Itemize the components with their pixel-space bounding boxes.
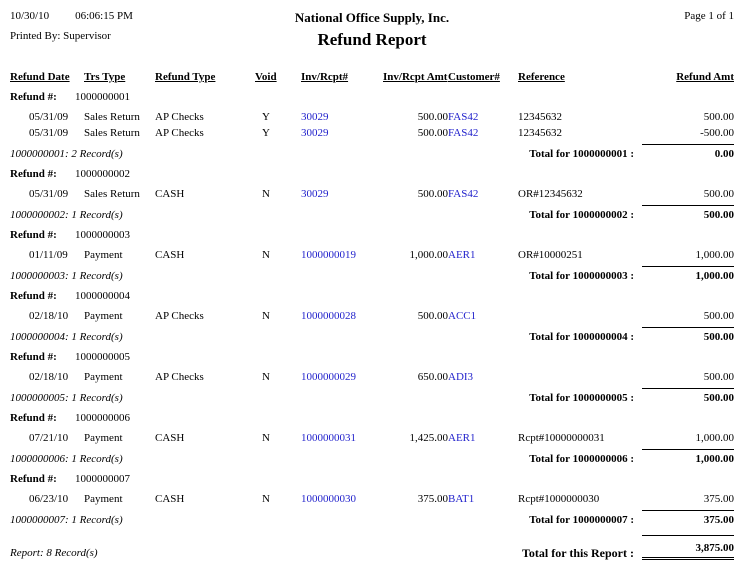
group-total-amount: 500.00 xyxy=(642,205,734,222)
void-cell: N xyxy=(262,188,270,200)
col-header-refund-amt xyxy=(642,70,734,84)
refund-row xyxy=(10,430,734,446)
refund-row xyxy=(10,491,734,507)
group-header xyxy=(10,289,734,303)
refund-number-value: 1000000003 xyxy=(75,229,130,241)
report-footer xyxy=(10,535,734,560)
refund-type-cell: AP Checks xyxy=(155,310,204,322)
refund-amt-cell: 1,000.00 xyxy=(695,249,734,261)
print-date: 10/30/10 xyxy=(10,10,50,22)
refund-date-cell: 02/18/10 xyxy=(29,371,69,383)
refund-group xyxy=(10,411,734,466)
void-cell: N xyxy=(262,310,270,322)
printed-by: Printed By: Supervisor xyxy=(10,30,111,42)
report-record-count: Report: 8 Record(s) xyxy=(10,547,98,559)
refund-number-value: 1000000002 xyxy=(75,168,130,180)
group-footer xyxy=(10,144,734,161)
inv-rcpt-amt-cell: 500.00 xyxy=(417,188,448,200)
group-total-amount: 0.00 xyxy=(642,144,734,161)
inv-rcpt-amt-cell: 375.00 xyxy=(417,493,448,505)
col-header-trs-type xyxy=(84,70,155,84)
inv-rcpt-amt-cell: 1,425.00 xyxy=(409,432,448,444)
refund-date-cell: 05/31/09 xyxy=(29,111,69,123)
inv-rcpt-link[interactable]: 30029 xyxy=(301,127,329,139)
col-header-refund-type xyxy=(155,70,255,84)
inv-rcpt-amt-cell: 650.00 xyxy=(417,371,448,383)
refund-amt-cell: 500.00 xyxy=(703,188,734,200)
refund-number-label: Refund #: xyxy=(10,290,57,302)
group-total-amount: 500.00 xyxy=(642,327,734,344)
customer-link[interactable]: AER1 xyxy=(448,249,476,261)
inv-rcpt-link[interactable]: 1000000030 xyxy=(301,493,356,505)
reference-cell: Rcpt#10000000031 xyxy=(518,432,605,444)
group-header xyxy=(10,167,734,181)
page-number: Page 1 of 1 xyxy=(684,10,734,22)
group-record-count: 1000000007: 1 Record(s) xyxy=(10,514,123,526)
refund-date-cell: 02/18/10 xyxy=(29,310,69,322)
group-header xyxy=(10,350,734,364)
inv-rcpt-link[interactable]: 1000000031 xyxy=(301,432,356,444)
col-header-inv-rcpt-amt xyxy=(383,70,448,84)
trs-type-cell: Sales Return xyxy=(84,127,140,139)
col-refund-date-label: Refund Date xyxy=(10,71,70,83)
group-total-label: Total for 1000000001 : xyxy=(529,148,634,160)
group-total-amount: 1,000.00 xyxy=(642,449,734,466)
group-record-count: 1000000004: 1 Record(s) xyxy=(10,331,123,343)
group-total-label: Total for 1000000004 : xyxy=(529,331,634,343)
group-total-label: Total for 1000000003 : xyxy=(529,270,634,282)
refund-date-cell: 05/31/09 xyxy=(29,188,69,200)
refund-date-cell: 07/21/10 xyxy=(29,432,69,444)
refund-number-value: 1000000006 xyxy=(75,412,130,424)
refund-number-label: Refund #: xyxy=(10,473,57,485)
refund-group xyxy=(10,350,734,405)
refund-number-label: Refund #: xyxy=(10,351,57,363)
refund-number-label: Refund #: xyxy=(10,412,57,424)
refund-number-value: 1000000004 xyxy=(75,290,130,302)
refund-type-cell: AP Checks xyxy=(155,111,204,123)
group-rows xyxy=(10,186,734,202)
refund-row xyxy=(10,308,734,324)
group-rows xyxy=(10,491,734,507)
group-total-amount: 1,000.00 xyxy=(642,266,734,283)
trs-type-cell: Payment xyxy=(84,249,123,261)
reference-cell xyxy=(518,308,642,324)
group-record-count: 1000000006: 1 Record(s) xyxy=(10,453,123,465)
group-header xyxy=(10,411,734,425)
group-footer xyxy=(10,266,734,283)
col-header-inv-rcpt xyxy=(301,70,383,84)
customer-link[interactable]: ADI3 xyxy=(448,371,474,383)
trs-type-cell: Sales Return xyxy=(84,111,140,123)
refund-date-cell: 05/31/09 xyxy=(29,127,69,139)
customer-link[interactable]: FAS42 xyxy=(448,188,479,200)
col-refund-type-label: Refund Type xyxy=(155,71,216,83)
refund-type-cell: AP Checks xyxy=(155,371,204,383)
customer-link[interactable]: FAS42 xyxy=(448,127,479,139)
group-header xyxy=(10,472,734,486)
refund-group xyxy=(10,472,734,527)
reference-cell xyxy=(518,369,642,385)
trs-type-cell: Payment xyxy=(84,493,123,505)
trs-type-cell: Payment xyxy=(84,432,123,444)
refund-amt-cell: -500.00 xyxy=(700,127,734,139)
void-cell: N xyxy=(262,371,270,383)
group-total-amount: 500.00 xyxy=(642,388,734,405)
reference-cell: Rcpt#1000000030 xyxy=(518,493,600,505)
group-rows xyxy=(10,308,734,324)
void-cell: N xyxy=(262,493,270,505)
customer-link[interactable]: FAS42 xyxy=(448,111,479,123)
col-header-void xyxy=(255,70,301,84)
report-header xyxy=(10,10,734,50)
col-reference-label: Reference xyxy=(518,71,565,83)
group-header xyxy=(10,90,734,104)
group-record-count: 1000000005: 1 Record(s) xyxy=(10,392,123,404)
refund-amt-cell: 500.00 xyxy=(703,111,734,123)
inv-rcpt-amt-cell: 500.00 xyxy=(417,310,448,322)
refund-amt-cell: 375.00 xyxy=(703,493,734,505)
refund-number-label: Refund #: xyxy=(10,229,57,241)
trs-type-cell: Payment xyxy=(84,310,123,322)
report-total-label: Total for this Report : xyxy=(522,546,634,560)
report-groups xyxy=(10,90,734,527)
refund-date-cell: 06/23/10 xyxy=(29,493,69,505)
col-inv-rcpt-amt-label: Inv/Rcpt Amt xyxy=(383,71,448,83)
group-total-label: Total for 1000000002 : xyxy=(529,209,634,221)
void-cell: N xyxy=(262,432,270,444)
group-record-count: 1000000002: 1 Record(s) xyxy=(10,209,123,221)
group-footer xyxy=(10,449,734,466)
group-rows xyxy=(10,247,734,263)
refund-type-cell: CASH xyxy=(155,493,185,505)
company-name: National Office Supply, Inc. xyxy=(294,10,450,25)
refund-number-label: Refund #: xyxy=(10,91,57,103)
void-cell: Y xyxy=(262,127,270,139)
group-rows xyxy=(10,109,734,141)
inv-rcpt-amt-cell: 1,000.00 xyxy=(409,249,448,261)
col-header-reference xyxy=(518,70,642,84)
inv-rcpt-link[interactable]: 1000000019 xyxy=(301,249,356,261)
refund-number-value: 1000000005 xyxy=(75,351,130,363)
inv-rcpt-link[interactable]: 30029 xyxy=(301,111,329,123)
col-header-refund-date xyxy=(10,70,84,84)
refund-row xyxy=(10,109,734,125)
report-total-amount: 3,875.00 xyxy=(642,535,734,560)
refund-number-value: 1000000001 xyxy=(75,91,130,103)
customer-link[interactable]: ACC1 xyxy=(448,310,477,322)
col-refund-amt-label: Refund Amt xyxy=(676,71,734,83)
reference-cell: OR#10000251 xyxy=(518,249,583,261)
report-title: Refund Report xyxy=(317,30,427,49)
refund-type-cell: CASH xyxy=(155,432,185,444)
group-total-label: Total for 1000000007 : xyxy=(529,514,634,526)
header-left xyxy=(10,10,180,42)
refund-row xyxy=(10,369,734,385)
refund-group xyxy=(10,289,734,344)
reference-cell: OR#12345632 xyxy=(518,188,583,200)
refund-row xyxy=(10,186,734,202)
group-footer xyxy=(10,388,734,405)
group-total-label: Total for 1000000005 : xyxy=(529,392,634,404)
inv-rcpt-link[interactable]: 1000000029 xyxy=(301,371,356,383)
refund-type-cell: AP Checks xyxy=(155,127,204,139)
void-cell: N xyxy=(262,249,270,261)
refund-type-cell: CASH xyxy=(155,188,185,200)
inv-rcpt-amt-cell: 500.00 xyxy=(417,127,448,139)
refund-type-cell: CASH xyxy=(155,249,185,261)
header-center xyxy=(180,10,564,50)
inv-rcpt-amt-cell: 500.00 xyxy=(417,111,448,123)
inv-rcpt-link[interactable]: 30029 xyxy=(301,188,329,200)
refund-date-cell: 01/11/09 xyxy=(29,249,68,261)
refund-amt-cell: 500.00 xyxy=(703,371,734,383)
group-record-count: 1000000001: 2 Record(s) xyxy=(10,148,123,160)
refund-number-value: 1000000007 xyxy=(75,473,130,485)
print-time: 06:06:15 PM xyxy=(75,10,133,22)
customer-link[interactable]: BAT1 xyxy=(448,493,475,505)
void-cell: Y xyxy=(262,111,270,123)
refund-group xyxy=(10,228,734,283)
group-total-amount: 375.00 xyxy=(642,510,734,527)
col-void-label: Void xyxy=(255,71,277,83)
trs-type-cell: Payment xyxy=(84,371,123,383)
col-inv-rcpt-label: Inv/Rcpt# xyxy=(301,71,349,83)
refund-number-label: Refund #: xyxy=(10,168,57,180)
reference-cell: 12345632 xyxy=(518,127,562,139)
group-rows xyxy=(10,430,734,446)
print-datetime xyxy=(10,10,180,22)
inv-rcpt-link[interactable]: 1000000028 xyxy=(301,310,356,322)
group-footer xyxy=(10,205,734,222)
refund-amt-cell: 500.00 xyxy=(703,310,734,322)
column-headers xyxy=(10,70,734,84)
refund-group xyxy=(10,90,734,161)
group-rows xyxy=(10,369,734,385)
refund-group xyxy=(10,167,734,222)
refund-amt-cell: 1,000.00 xyxy=(695,432,734,444)
group-total-label: Total for 1000000006 : xyxy=(529,453,634,465)
group-record-count: 1000000003: 1 Record(s) xyxy=(10,270,123,282)
col-header-customer xyxy=(448,70,518,84)
trs-type-cell: Sales Return xyxy=(84,188,140,200)
group-footer xyxy=(10,327,734,344)
refund-row xyxy=(10,125,734,141)
customer-link[interactable]: AER1 xyxy=(448,432,476,444)
refund-row xyxy=(10,247,734,263)
col-customer-label: Customer# xyxy=(448,71,500,83)
group-header xyxy=(10,228,734,242)
group-footer xyxy=(10,510,734,527)
reference-cell: 12345632 xyxy=(518,111,562,123)
col-trs-type-label: Trs Type xyxy=(84,71,126,83)
